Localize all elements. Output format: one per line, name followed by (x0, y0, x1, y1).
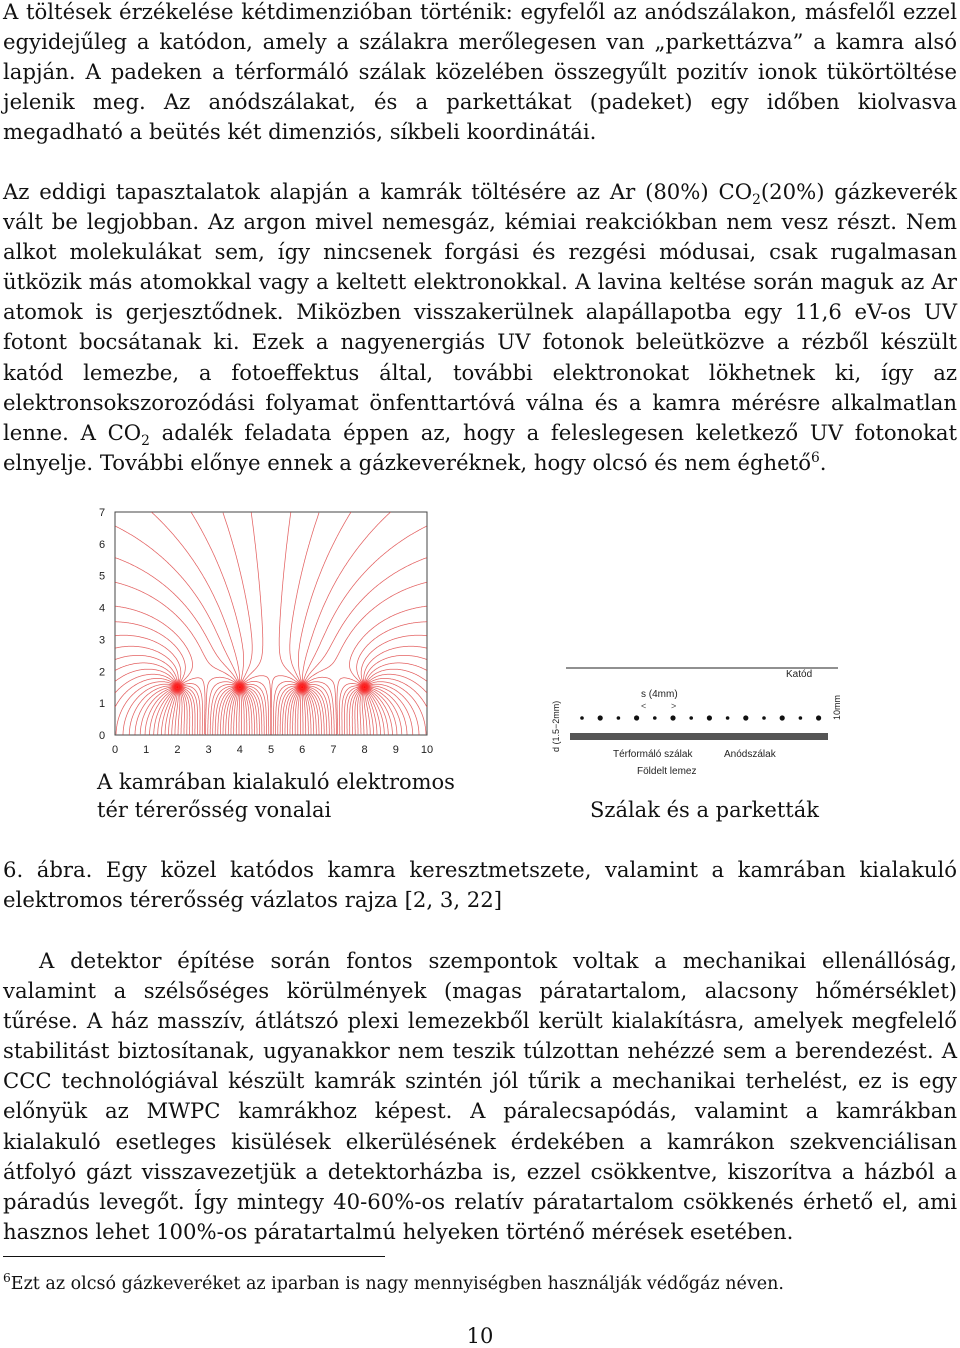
ground-plate (570, 733, 828, 740)
x-tick-label: 7 (330, 744, 337, 756)
y-tick-label: 0 (98, 730, 106, 742)
x-tick-labels (112, 744, 433, 756)
x-tick-label: 6 (299, 744, 306, 756)
wires-pads-diagram (538, 660, 858, 780)
ground-plate-label: Földelt lemez (637, 766, 697, 777)
y-tick-label: 4 (98, 602, 106, 615)
x-tick-label: 2 (174, 744, 181, 756)
pitch-label: s (4mm) (641, 689, 678, 700)
anode-wire-dot (707, 715, 712, 720)
footnote-mark: 6 (3, 1271, 11, 1285)
footnote-rule (3, 1256, 385, 1257)
anode-wires-label: Anódszálak (724, 749, 776, 760)
height-dimension-label: 10mm (832, 694, 842, 720)
page-number: 10 (466, 1324, 494, 1348)
x-tick-label: 3 (205, 744, 212, 756)
y-tick-label: 6 (98, 538, 106, 551)
field-wire-dot (762, 716, 766, 720)
y-tick-label: 2 (98, 666, 106, 679)
paragraph-detector-construction: A detektor építése során fontos szempontok voltak a mechanikai ellenállóság, valamint a szélsőséges körülmények (magas páratartalom, alacsony hőmérséklet) tűrése. A ház masszív, átlátszó plexi lemezekből került kialakításra, amelyek megfelelő stabilitást biztosítanak, ugyanakkor nem teszik túlzottan nehézzé sem a berendezést. A CCC technológiával készült kamrák szintén jól tűrik a mechanikai terhelést, ez is egy előnyük az MWPC kamrákhoz képest. A páralecsapódás, valamint a kamrákban kialakuló esetleges kisülések elkerülésének érdekében a kamrákon szekvenciálisan átfolyó gázt visszavezetjük a detektorházba is, ezzel csökkentve, kiszorítva a házból a páradús levegőt. Így mintegy 40-60%-os relatív páratartalom csökkenés érhető el, ami hasznos lehet 100%-os páratartalmú helyeken történő mérések esetében. (3, 948, 957, 1244)
pitch-arrow-right: > (671, 701, 677, 711)
anode-wire-dot (780, 715, 785, 720)
y-tick-label: 3 (98, 634, 106, 647)
field-wire-dot (726, 716, 730, 720)
wire-charge (293, 678, 311, 696)
paragraph-gas-text-a: Az eddigi tapasztalatok alapján a kamrák töltésére az Ar (80%) CO (3, 179, 753, 204)
paragraph-charge-detection: A töltések érzékelése kétdimenzióban történik: egyfelől az anódszálakon, másfelől ezzel egyidejűleg a katódon, amely a szálakra merőlegesen van „parkettázva” a kamra alsó lapján. A padeken a térformáló szálak közelében összegyűlt pozitív ionok tükörtöltése jelenik meg. Az anódszálakat, és a parkettákat (padeket) egy időben kiolvasva megadható a beütés két dimenziós, síkbeli koordinátái. (3, 0, 957, 145)
anode-wire-dot (598, 715, 603, 720)
pitch-arrow-left: < (641, 701, 647, 711)
field-wire-dot (653, 716, 657, 720)
anode-wire-dot (816, 715, 821, 720)
right-figure-caption: Szálak és a parketták (590, 798, 819, 822)
x-tick-label: 8 (361, 744, 368, 756)
anode-wire-dot (743, 715, 748, 720)
left-caption-line-1: A kamrában kialakuló elektromos (97, 770, 455, 794)
footnote (3, 1266, 784, 1296)
x-tick-label: 0 (111, 744, 119, 756)
y-tick-label: 5 (98, 570, 106, 583)
field-plot-frame (115, 512, 427, 735)
paragraph-gas-mixture (3, 177, 957, 478)
figure-caption: 6. ábra. Egy közel katódos kamra keresztmetszete, valamint a kamrában kialakuló elektromos térerősség vázlatos rajza [2, 3, 22] (3, 857, 957, 913)
x-tick-label: 5 (267, 744, 275, 756)
x-tick-label: 4 (236, 744, 243, 756)
d-dimension-label: d (1.5−2mm) (551, 700, 561, 752)
x-tick-label: 9 (392, 744, 399, 756)
y-tick-label: 1 (98, 698, 106, 711)
anode-wire-dot (634, 715, 639, 720)
anode-wire-dot (670, 715, 675, 720)
paragraph-gas-text-b: (20%) gázkeverék vált be legjobban. Az argon mivel nemesgáz, kémiai reakciókban nem vesz részt. Nem alkot molekulákat sem, így nincsenek forgási és rezgési módusai, csak rugalmasan ütközik más atomokkal vagy a keltett elektronokkal. A lavina keltése során maguk az Ar atomok is gerjesztődnek. Miközben visszakerülnek alapállapotba egy 11,6 eV-os UV fotont bocsátanak ki. Ezek a nagyenergiás UV fotonok beleütközve a rézből készült katód lemezbe, a fotoeffektus által, további elektronokat lökhetnek ki, így az elektronsokszorozódási folyamat önfenttartóvá válna és a kamra mérésre alkalmatlan lenne. A CO (3, 179, 958, 445)
footnote-reference: 6 (810, 449, 820, 466)
co2-subscript-1: 2 (752, 192, 761, 209)
field-wire-dot (617, 716, 621, 720)
wire-charge (168, 678, 186, 696)
cathode-label: Katód (786, 669, 813, 680)
y-tick-labels (99, 507, 105, 742)
footnote-text: Ezt az olcsó gázkeveréket az iparban is nagy mennyiségben használják védőgáz néven. (10, 1273, 784, 1294)
paragraph-gas-text-d: . (819, 449, 827, 475)
field-wire-dot (799, 716, 803, 720)
wire-charge (356, 678, 374, 696)
wire-charge (231, 678, 249, 696)
field-wire-dot (580, 716, 584, 720)
co2-subscript-2: 2 (141, 432, 150, 449)
field-wires-label: Térformáló szálak (613, 749, 693, 760)
x-tick-label: 1 (143, 744, 150, 756)
left-caption-line-2: tér térerősség vonalai (97, 798, 332, 822)
field-lines-figure (90, 500, 440, 762)
x-tick-label: 10 (420, 744, 434, 756)
wires-row (580, 715, 821, 720)
y-tick-label: 7 (98, 507, 106, 519)
left-figure-caption (97, 768, 455, 824)
paragraph-gas-text-c: adalék feladata éppen az, hogy a feleslegesen keletkező UV fotonokat elnyelje. További előnye ennek a gázkeveréknek, hogy olcsó és nem éghető (3, 419, 957, 475)
field-wire-dot (689, 716, 693, 720)
